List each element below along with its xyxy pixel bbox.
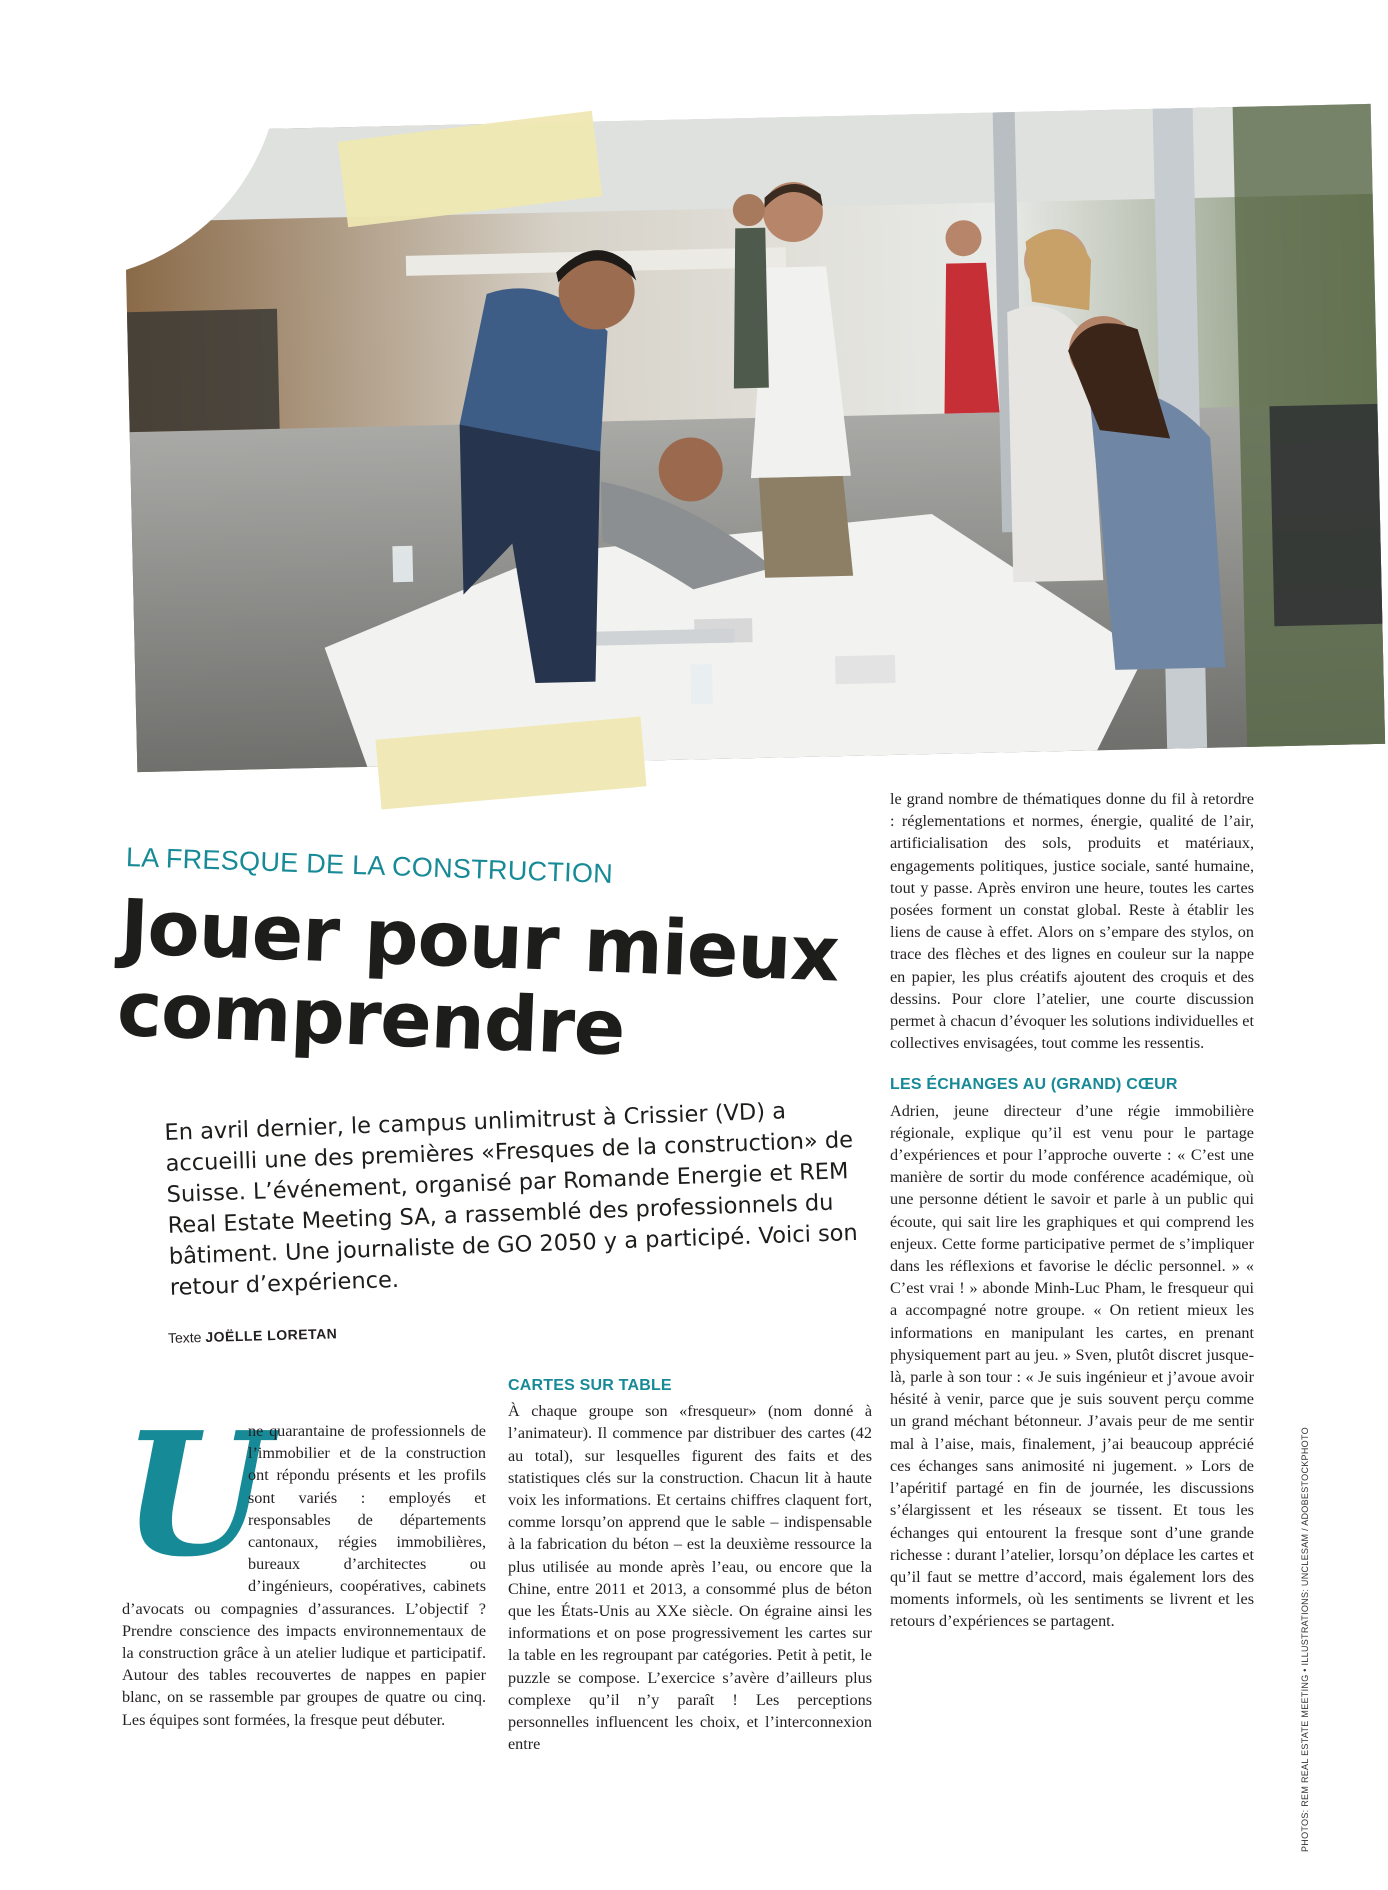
- column-1-text: ne quarantaine de professionnels de l’immobilier et de la construction ont répondu présents et les profils sont variés : employés et responsables de départements cantonaux, régies immobilières, bureaux d’architectes ou d’ingénieurs, coopératives, cabinets d’avocats ou compagnies d’assurances. L’objectif ? Prendre conscience des impacts environnementaux de la construction grâce à un atelier ludique et participatif. Autour des tables recouvertes de nappes en papier blanc, on se rassemble par groupes de quatre ou cinq. Les équipes sont formées, la fresque peut débuter.: [122, 1422, 486, 1729]
- subhead-echanges: LES ÉCHANGES AU (GRAND) CŒUR: [890, 1076, 1178, 1094]
- subhead-cartes-sur-table: CARTES SUR TABLE: [508, 1377, 672, 1394]
- drop-cap: U: [122, 1395, 271, 1595]
- column-2-text: À chaque groupe son «fresqueur» (nom donné à l’animateur). Il commence par distribuer des cartes (42 au total), sur lesquelles figurent des faits et des statistiques clés sur la construction. Chacun lit à haute voix les informations. Et certains chiffres claquent fort, comme lorsqu’on apprend que le sable – indispensable à la fabrication du béton – est la deuxième ressource la plus utilisée au monde après l’eau, ou encore que la Chine, entre 2011 et 2013, a consommé plus de béton que les États-Unis au XXe siècle. On égraine ainsi les informations et on pose progressivement les cartes sur la table en les regroupant par catégories. Petit à petit, le puzzle se compose. L’exercice s’avère d’ailleurs plus complexe qu’il n’y paraît ! Les perceptions personnelles influencent les choix, et l’interconnexion entre: [508, 1402, 872, 1754]
- column-3-intro: le grand nombre de thématiques donne du fil à retordre : réglementations et normes, énergie, qualité de l’air, artificialisation des sols, produits et matériaux, engagements politiques, justice sociale, santé humaine, tout y passe. Après environ une heure, toutes les cartes posées forment un constat global. Reste à établir les liens de cause à effet. Alors on s’empare des stylos, on trace des flèches et des lignes en couleur sur la nappe en papier, les plus créatifs ajoutent des croquis et des dessins. Pour clore l’atelier, une courte discussion permet à chacun d’évoquer les solutions individuelles et collectives envisagées, tout comme les ressentis.: [890, 790, 1254, 1053]
- article-headline: Jouer pour mieux comprendre: [115, 882, 841, 1073]
- article-lead: En avril dernier, le campus unlimitrust à Crissier (VD) a accueilli une des premières «Fresques de la construction» de Suisse. L’événement, organisé par Romande Energie et REM Real Estate Meeting SA, a rassemblé des professionnels du bâtiment. Une journaliste de GO 2050 y a participé. Voici son retour d’expérience.: [164, 1098, 859, 1301]
- byline: [168, 1325, 338, 1346]
- column-2: [508, 1375, 872, 1755]
- photo-illustration: [123, 104, 1385, 772]
- column-1: [122, 1395, 486, 1731]
- workshop-photo: [123, 104, 1385, 772]
- column-3-text: Adrien, jeune directeur d’une régie immobilière régionale, explique qu’il est venu pour le partage d’expériences et pour l’approche ouverte : « C’est une manière de sortir du mode conférence académique, où une personne détient le savoir et parle à un public qui écoute, qui sait lire les graphiques et qui comprend les enjeux. Cette forme participative permet de s’impliquer dans les réflexions et favorise le déclic personnel. » « C’est vrai ! » abonde Minh-Luc Pham, le fresqueur qui a accompagné notre groupe. « On retient mieux les informations en manipulant les cartes, en prenant physiquement part au jeu. » Sven, plutôt discret jusque-là, parle à son tour : « Je suis ingénieur et j’avoue avoir hésité à venir, parce que je suis souvent perçu comme un grand méchant bétonneur. J’avais peur de me sentir mal à l’aise, mais, finalement, j’ai beaucoup apprécié ces échanges sans animosité ni jugement. » Lors de l’apéritif partagé en fin de journée, les discussions s’élargissent et les réseaux se tissent. Et tous les échanges qui entourent la fresque sont d’une grande richesse : durant l’atelier, lorsqu’on déplace les cartes et qu’il faut se mettre d’accord, mais également lors des moments informels, où les sentiments se livrent et les retours d’expériences se partagent.: [890, 1101, 1254, 1631]
- byline-label: Texte: [167, 1329, 202, 1346]
- photo-credit: PHOTOS: REM REAL ESTATE MEETING • ILLUSTRATIONS: UNCLESAM / ADOBESTOCKPHOTO: [1300, 1427, 1310, 1852]
- article-kicker: LA FRESQUE DE LA CONSTRUCTION: [125, 842, 614, 889]
- byline-author: JOËLLE LORETAN: [205, 1325, 338, 1345]
- column-3: [890, 788, 1254, 1633]
